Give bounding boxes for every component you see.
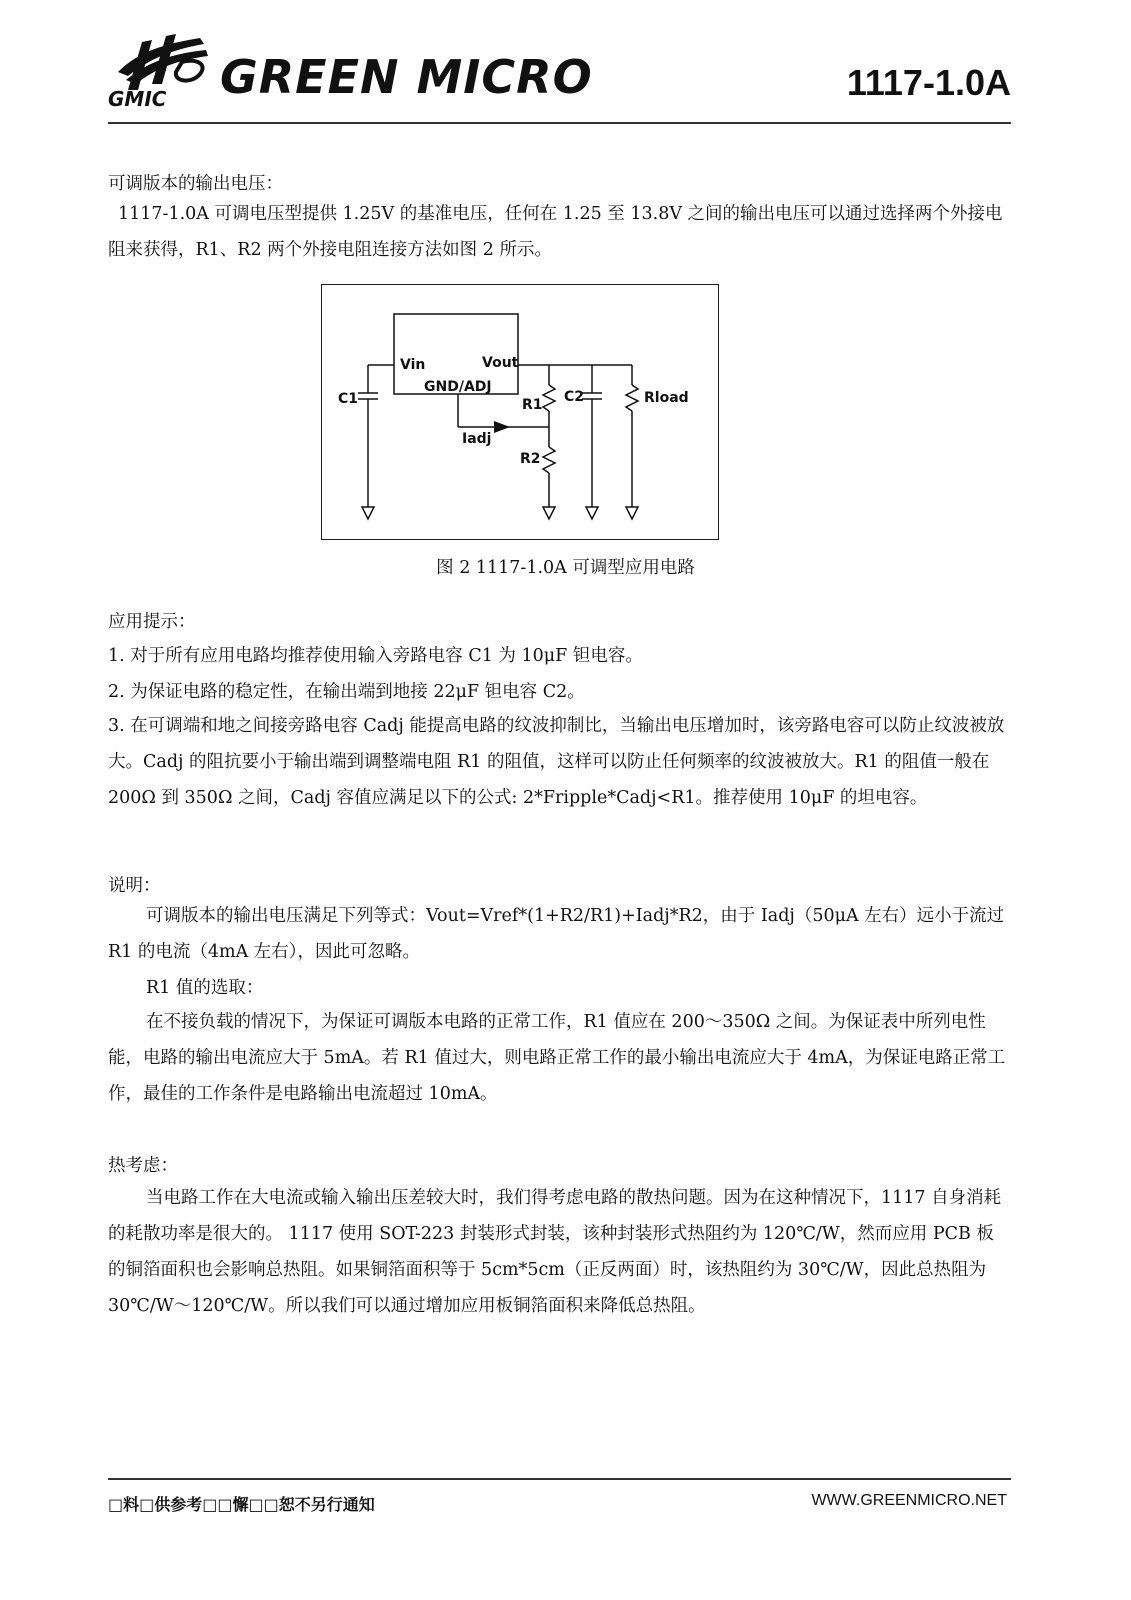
- figure-caption: 图 2 1117-1.0A 可调型应用电路: [436, 558, 695, 578]
- label-gnd-adj: GND/ADJ: [424, 379, 492, 395]
- footer-notice: □料□供参考□□懈□□恕不另行通知: [108, 1495, 375, 1514]
- thermal-body: 当电路工作在大电流或输入输出压差较大时，我们得考虑电路的散热问题。因为在这种情况下，1117 自身消耗的耗散功率是很大的。 1117 使用 SOT-223 封装形式封装，该种封装形式热阻约为 120℃/W，然而应用 PCB 板的铜箔面积也会影响总热阻。如果铜箔面积等于 5cm*5cm（正反两面）时，该热阻约为 30℃/W，因此总热阻为 30℃/W～120℃/W。所以我们可以通过增加应用板铜箔面积来降低总热阻。: [108, 1188, 1002, 1316]
- iadj-arrow: [494, 421, 510, 433]
- footer-divider: [108, 1478, 1011, 1480]
- tip-item-1: 1. 对于所有应用电路均推荐使用输入旁路电容 C1 为 10μF 钽电容。: [108, 646, 643, 666]
- circuit-diagram: [322, 285, 720, 541]
- brand-name: GREEN MICRO: [220, 50, 593, 104]
- footer-website: WWW.GREENMICRO.NET: [811, 1492, 1007, 1509]
- section-adj-body: 1117-1.0A 可调电压型提供 1.25V 的基准电压，任何在 1.25 至 13.8V 之间的输出电压可以通过选择两个外接电阻来获得，R1、R2 两个外接电阻连接方法如图 2 所示。: [108, 204, 1003, 260]
- label-iadj: Iadj: [462, 431, 492, 447]
- label-vout: Vout: [482, 355, 519, 371]
- notes-paragraph-3: 在不接负载的情况下，为保证可调版本电路的正常工作，R1 值应在 200～350Ω 之间。为保证表中所列电性能，电路的输出电流应大于 5mA。若 R1 值过大，则电路正常工作的最小输出电流应大于 4mA，为保证电路正常工作，最佳的工作条件是电路输出电流超过 10mA。: [108, 1012, 1006, 1104]
- notes-paragraph-1: 可调版本的输出电压满足下列等式：Vout=Vref*(1+R2/R1)+Iadj*R2，由于 Iadj（50μA 左右）远小于流过 R1 的电流（4mA 左右），因此可忽略。: [108, 906, 1005, 962]
- label-r1: R1: [522, 397, 543, 413]
- notes-title: 说明：: [108, 876, 161, 896]
- logo-text: GMIC: [108, 87, 167, 110]
- thermal-title: 热考虑：: [108, 1156, 178, 1176]
- label-r2: R2: [520, 451, 541, 467]
- circuit-figure: [321, 284, 719, 540]
- tip-item-3: 3. 在可调端和地之间接旁路电容 Cadj 能提高电路的纹波抑制比，当输出电压增加时，该旁路电容可以防止纹波被放大。Cadj 的阻抗要小于输出端到调整端电阻 R1 的阻值，这样可以防止任何频率的纹波被放大。R1 的阻值一般在 200Ω 到 350Ω 之间，Cadj 容值应满足以下的公式: 2*Fripple*Cadj<R1。推荐使用 10μF 的坦电容。: [108, 716, 1005, 808]
- tip-item-2: 2. 为保证电路的稳定性，在输出端到地接 22μF 钽电容 C2。: [108, 682, 585, 702]
- tips-title: 应用提示：: [108, 612, 196, 632]
- company-logo: [108, 32, 218, 110]
- label-c1: C1: [338, 391, 359, 407]
- section-adj-title: 可调版本的输出电压：: [108, 174, 283, 194]
- label-vin: Vin: [400, 357, 426, 373]
- notes-paragraph-2: R1 值的选取：: [146, 978, 264, 998]
- page-header: [108, 28, 1011, 124]
- label-rload: Rload: [644, 390, 689, 406]
- part-number: 1117-1.0A: [846, 62, 1011, 103]
- label-c2: C2: [564, 389, 585, 405]
